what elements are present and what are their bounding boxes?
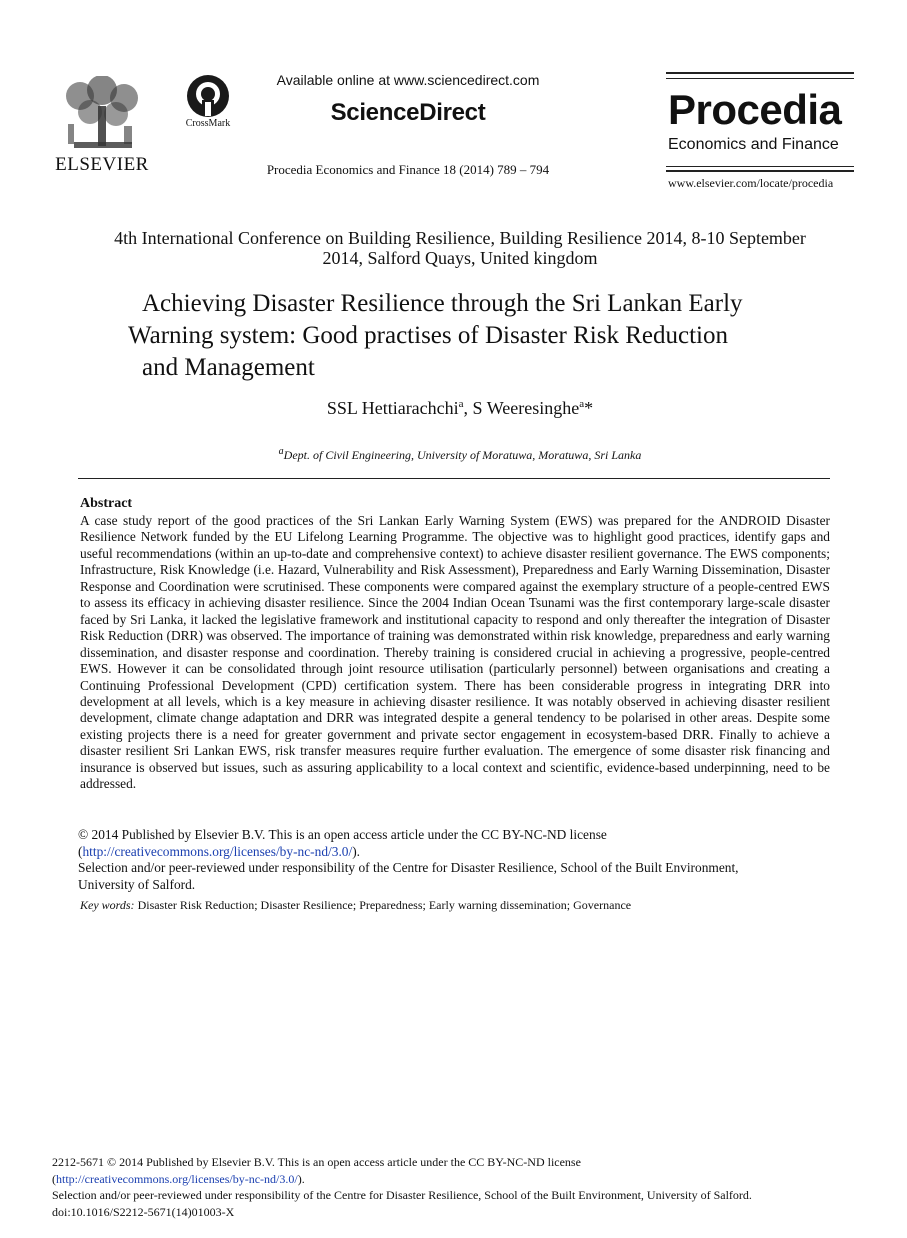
masthead-rule	[666, 78, 854, 79]
doi[interactable]: doi:10.1016/S2212-5671(14)01003-X	[52, 1204, 235, 1219]
sciencedirect-brand: ScienceDirect	[330, 99, 486, 126]
conference-info	[60, 228, 860, 268]
abstract-heading: Abstract	[80, 496, 133, 511]
author-list	[120, 398, 800, 419]
masthead-rule	[666, 72, 854, 74]
masthead-rule	[666, 170, 854, 172]
article-title	[92, 288, 832, 384]
author-name: , S Weeresinghe	[463, 398, 580, 418]
footer-line: 2212-5671 © 2014 Published by Elsevier B.V. This is an open access article under the CC BY-NC-ND license	[52, 1155, 581, 1169]
conference-line: 2014, Salford Quays, United kingdom	[322, 248, 598, 268]
abstract-body: A case study report of the good practices of the Sri Lankan Early Warning System (EWS) was prepared for the ANDROID Disaster Resilience Network funded by the EU Lifelong Learning Programme. The objective was to highlight good practices, identify gaps and useful recommendations (within an up-to-date and comprehensive context) to achieve disaster resilient governance. The EWS components; Infrastructure, Risk Knowledge (i.e. Hazard, Vulnerability and Risk Assessment), Preparedness and Early Warning Dissemination, Disaster Response and Coordination were scrutinised. These components were compared against the exemplary structure of a people-centred EWS to assess its efficacy in achieving disaster resilience. Since the 2004 Indian Ocean Tsunami was the first contemporary large-scale disaster faced by Sri Lanka, it lacked the legislative framework and institutional capacity to respond and only thereafter the integration of Disaster Risk Reduction (DRR) was observed. The importance of training was demonstrated within risk knowledge, preparedness and early warning dissemination, and disaster response and coordination. Thereby training is considered crucial in achieving a progressive, people-centred EWS. However it can be consolidated through joint resource utilisation (particularly personnel) between organisations and creating a Continuing Professional Development (CPD) certification system. There has been considerable progress in integrating DRR into development at all levels, which is a key measure in achieving disaster resilience. It was notably observed in achieving disaster resilient development, climate change adaptation and DRR was integrated despite a general tendency to be polarised in other areas. Despite some existing projects there is a need for greater government and private sector engagement in ecosystem-based DRR. Finally to achieve a disaster resilient Sri Lankan EWS, risk transfer measures require further evaluation. The emergence of some disaster risk financing and insurance is observed but issues, such as assuring applicability to a local context and scientific, evidence-based underpinning, need to be addressed.	[80, 513, 830, 792]
journal-citation: Procedia Economics and Finance 18 (2014) 789 – 794	[266, 162, 550, 177]
affiliation-mark: a	[458, 398, 464, 410]
author-name: SSL Hettiarachchi	[326, 398, 459, 418]
footer-line	[52, 1171, 852, 1188]
affiliation-mark: a	[579, 398, 585, 410]
license-link[interactable]: http://creativecommons.org/licenses/by-nc-nd/3.0/	[82, 843, 353, 859]
footer-license-link[interactable]: http://creativecommons.org/licenses/by-nc-nd/3.0/	[56, 1171, 298, 1186]
footer-line: Selection and/or peer-reviewed under responsibility of the Centre for Disaster Resilience, School of the Built Environment, University of Salford.	[52, 1188, 752, 1203]
keywords-list: Disaster Risk Reduction; Disaster Resilience; Preparedness; Early warning dissemination; Governance	[137, 898, 632, 912]
title-line: Warning system: Good practises of Disaster Risk Reduction	[128, 322, 728, 349]
paren: ).	[352, 843, 361, 859]
keywords	[80, 898, 840, 913]
corresponding-mark: *	[584, 398, 594, 418]
keywords-label: Key words:	[80, 898, 135, 912]
footer	[52, 1154, 852, 1220]
elsevier-logo	[52, 72, 152, 180]
procedia-url[interactable]: www.elsevier.com/locate/procedia	[668, 176, 834, 190]
conference-line: 4th International Conference on Building Resilience, Building Resilience 2014, 8-10 September	[114, 228, 806, 248]
affiliation-text: Dept. of Civil Engineering, University of Moratuwa, Moratuwa, Sri Lanka	[283, 448, 642, 462]
affiliation-mark: a	[278, 446, 284, 457]
title-line: and Management	[142, 354, 315, 381]
crossmark-label: CrossMark	[185, 118, 231, 129]
procedia-masthead	[666, 72, 854, 194]
available-online: Available online at www.sciencedirect.com	[276, 72, 540, 88]
publisher-name: ELSEVIER	[55, 154, 149, 175]
paren: (	[52, 1171, 56, 1186]
license-line	[78, 844, 838, 861]
elsevier-tree-icon	[60, 76, 144, 156]
paren: ).	[297, 1171, 305, 1186]
section-divider	[78, 478, 830, 479]
procedia-subtitle: Economics and Finance	[668, 136, 839, 153]
paren: (	[78, 843, 83, 859]
license-line: Selection and/or peer-reviewed under responsibility of the Centre for Disaster Resilience, School of the Built Environment,	[78, 860, 739, 876]
license-line: University of Salford.	[78, 876, 196, 892]
license-line: © 2014 Published by Elsevier B.V. This is an open access article under the CC BY-NC-ND license	[78, 827, 607, 842]
title-line: Achieving Disaster Resilience through the Sri Lankan Early	[142, 290, 743, 317]
procedia-title: Procedia	[668, 86, 842, 133]
license-block	[78, 827, 838, 893]
masthead-rule	[666, 166, 854, 167]
affiliation	[120, 446, 800, 463]
